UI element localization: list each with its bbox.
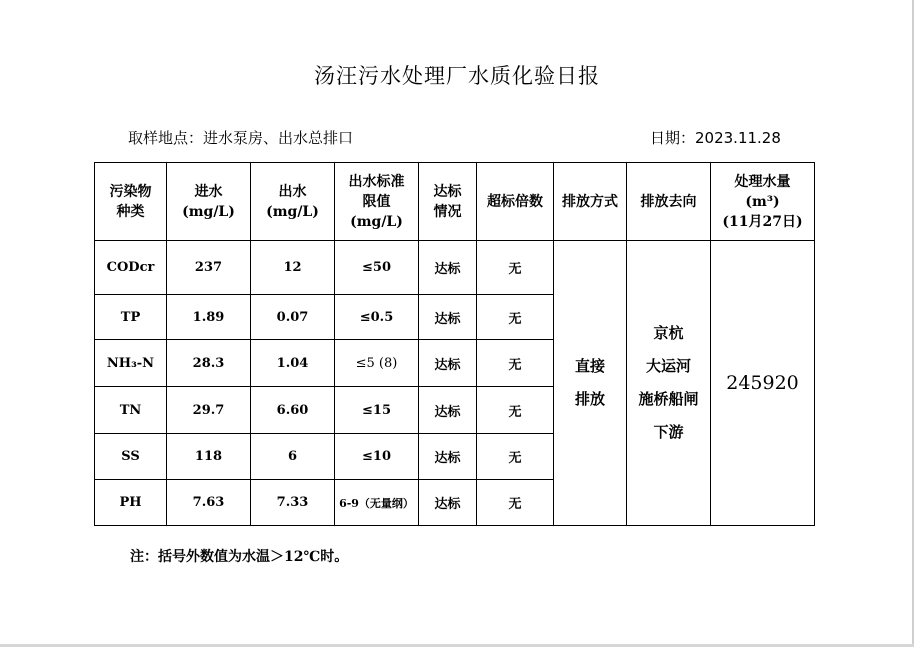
cell-compliance: 达标	[419, 434, 477, 480]
cell-exceed: 无	[477, 241, 554, 295]
header-exceed-times: 超标倍数	[477, 163, 554, 241]
cell-pollutant: TN	[95, 387, 167, 434]
cell-effluent: 12	[251, 241, 335, 295]
header-compliance: 达标 情况	[419, 163, 477, 241]
cell-compliance: 达标	[419, 480, 477, 526]
footnote: 注：括号外数值为水温＞12℃时。	[130, 549, 349, 565]
cell-limit: ≤0.5	[335, 295, 419, 340]
header-effluent: 出水 (mg/L)	[251, 163, 335, 241]
cell-influent: 1.89	[167, 295, 251, 340]
cell-limit: 6-9（无量纲）	[335, 480, 419, 526]
cell-effluent: 1.04	[251, 340, 335, 387]
cell-compliance: 达标	[419, 340, 477, 387]
cell-effluent: 7.33	[251, 480, 335, 526]
cell-exceed: 无	[477, 480, 554, 526]
cell-compliance: 达标	[419, 295, 477, 340]
cell-effluent: 6.60	[251, 387, 335, 434]
cell-exceed: 无	[477, 340, 554, 387]
cell-pollutant: PH	[95, 480, 167, 526]
discharge-method-cell: 直接 排放	[554, 241, 627, 526]
cell-limit: ≤50	[335, 241, 419, 295]
header-treated-volume: 处理水量 (m³) (11月27日)	[711, 163, 815, 241]
sampling-location: 取样地点：进水泵房、出水总排口	[128, 129, 354, 147]
cell-influent: 7.63	[167, 480, 251, 526]
cell-compliance: 达标	[419, 241, 477, 295]
header-pollutant: 污染物 种类	[95, 163, 167, 241]
cell-limit: ≤5 (8)	[335, 340, 419, 387]
header-discharge-method: 排放方式	[554, 163, 627, 241]
cell-influent: 118	[167, 434, 251, 480]
cell-pollutant: TP	[95, 295, 167, 340]
treated-volume-value: 245920	[711, 241, 815, 526]
cell-pollutant: SS	[95, 434, 167, 480]
discharge-destination-cell: 京杭 大运河 施桥船闸 下游	[627, 241, 711, 526]
cell-compliance: 达标	[419, 387, 477, 434]
header-discharge-destination: 排放去向	[627, 163, 711, 241]
cell-influent: 237	[167, 241, 251, 295]
report-title: 汤汪污水处理厂水质化验日报	[314, 64, 600, 88]
water-quality-table	[94, 162, 815, 526]
cell-pollutant: NH₃-N	[95, 340, 167, 387]
header-limit: 出水标准 限值 (mg/L)	[335, 163, 419, 241]
header-influent: 进水 (mg/L)	[167, 163, 251, 241]
table-row	[95, 241, 815, 295]
cell-limit: ≤10	[335, 434, 419, 480]
cell-exceed: 无	[477, 434, 554, 480]
cell-effluent: 6	[251, 434, 335, 480]
cell-limit: ≤15	[335, 387, 419, 434]
cell-pollutant: CODcr	[95, 241, 167, 295]
cell-influent: 29.7	[167, 387, 251, 434]
report-date: 日期：2023.11.28	[650, 129, 781, 147]
header-row	[95, 163, 815, 241]
cell-exceed: 无	[477, 387, 554, 434]
cell-influent: 28.3	[167, 340, 251, 387]
cell-exceed: 无	[477, 295, 554, 340]
cell-effluent: 0.07	[251, 295, 335, 340]
